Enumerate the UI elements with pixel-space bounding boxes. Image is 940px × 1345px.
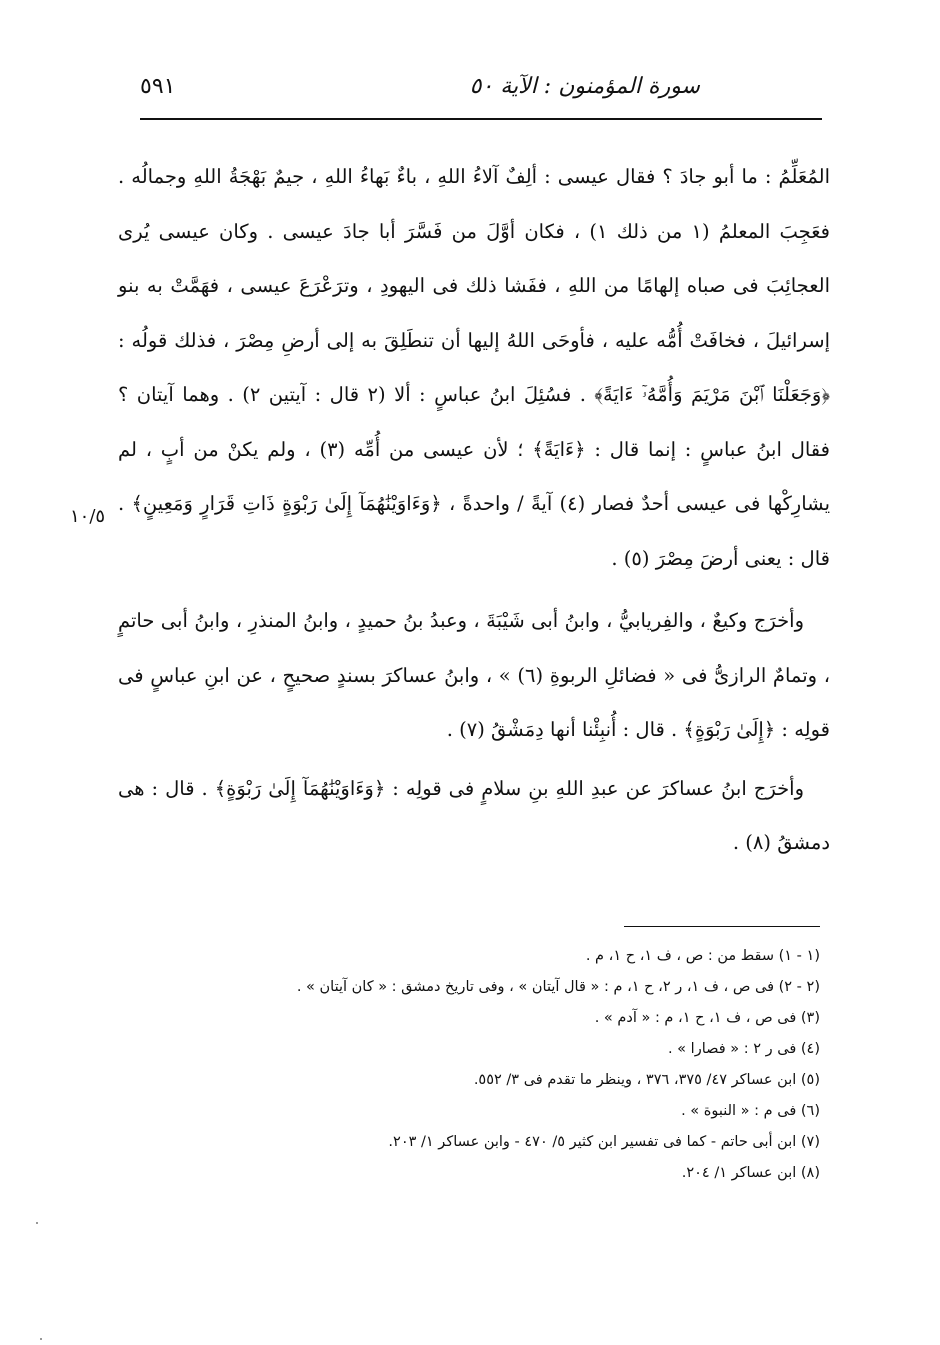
footnote: (٥) ابن عساكر ٤٧/ ٣٧٥، ٣٧٦ ، وينظر ما تقدم فى ٣/ ٥٥٢. (473, 1072, 820, 1088)
paragraph: المُعَلِّمُ : ما أبو جادَ ؟ فقال عيسى : ألِفٌ آلاءُ اللهِ ، باءٌ بَهاءُ اللهِ ، جيمٌ بَهْجَةُ اللهِ وجمالُه . فعَجِبَ المعلمُ (١ من ذلك ١) ، فكان أوَّلَ من فَسَّرَ أبا جادَ عيسى . وكان عيسى يُرى العجائِبَ فى صباه إلهامًا من اللهِ ، ففَشا ذلك فى اليهودِ ، وترَعْرَعَ عيسى ، فهَمَّتْ به بنو إسرائيلَ ، فخافَتْ أُمُّه عليه ، فأوحَى اللهُ إليها أن تنطَلِقَ به إلى أرضِ مِصْرَ ، فذلك قولُه : ﴿وَجَعَلْنَا ٱبْنَ مَرْيَمَ وَأُمَّهُۥٓ ءَايَةً﴾ . فسُئِلَ ابنُ عباسٍ : ألا (٢ قال : آيتين ٢) . وهما آيتان ؟ فقال ابنُ عباسٍ : إنما قال : ﴿ءَايَةً﴾ ؛ لأن عيسى من أُمِّه (٣) ، ولم يكنْ من أبٍ ، لم يشارِكْها فى عيسى أحدٌ فصار (٤) آيةً / واحدةً ، ﴿وَءَاوَيْنَٰهُمَآ إِلَىٰ رَبْوَةٍ ذَاتِ قَرَارٍ وَمَعِينٍ﴾ . قال : يعنى أرضَ مِصْرَ (٥) . (118, 165, 830, 570)
footnote: (٢ - ٢) فى ص ، ف ١، ر ٢، ح ١، م : « قال آيتان » ، وفى تاريخ دمشق : « كان آيتان » . (296, 979, 820, 995)
page-number: ٥٩١ (140, 74, 176, 99)
footnote: (٣) فى ص ، ف ١، ح ١، م : « آدم » . (594, 1010, 820, 1026)
surah-title: سورة المؤمنون : الآية ٥٠ (469, 74, 700, 99)
footnote: (٦) فى م : « النبوة » . (681, 1103, 820, 1119)
footnote: (٨) ابن عساكر ١/ ٢٠٤. (681, 1165, 820, 1181)
scan-speck (36, 1222, 38, 1224)
running-header (140, 72, 820, 112)
margin-volume-reference: ١٠/٥ (70, 506, 106, 527)
footnote: (٤) فى ر ٢ : « فصارا » . (667, 1041, 820, 1057)
paragraph: وأخرَج وكيعٌ ، والفِريابيُّ ، وابنُ أبى شَيْبَةَ ، وعبدُ بنُ حميدٍ ، وابنُ المنذرِ ، وابنُ أبى حاتمٍ ، وتمامٌ الرازىُّ فى « فضائلِ الربوةِ (٦) » ، وابنُ عساكرَ بسندٍ صحيحٍ ، عن ابنِ عباسٍ فى قولِه : ﴿إِلَىٰ رَبْوَةٍ﴾ . قال : أُنبِئْنا أنها دِمَشْقُ (٧) . (118, 609, 830, 741)
footnote: (١ - ١) سقط من : ص ، ف ١، ح ١، م . (585, 948, 820, 964)
scan-speck (40, 1338, 42, 1340)
paragraph: وأخرَج ابنُ عساكرَ عن عبدِ اللهِ بنِ سلامٍ فى قولِه : ﴿وَءَاوَيْنَٰهُمَآ إِلَىٰ رَبْوَةٍ﴾ . قال : هى دمشقُ (٨) . (118, 776, 830, 854)
footnotes (160, 941, 820, 1189)
footnote-separator (624, 926, 820, 927)
footnote: (٧) ابن أبى حاتم - كما فى تفسير ابن كثير ٥/ ٤٧٠ - وابن عساكر ١/ ٢٠٣. (388, 1134, 820, 1150)
header-rule (140, 118, 822, 120)
main-text (118, 150, 830, 871)
